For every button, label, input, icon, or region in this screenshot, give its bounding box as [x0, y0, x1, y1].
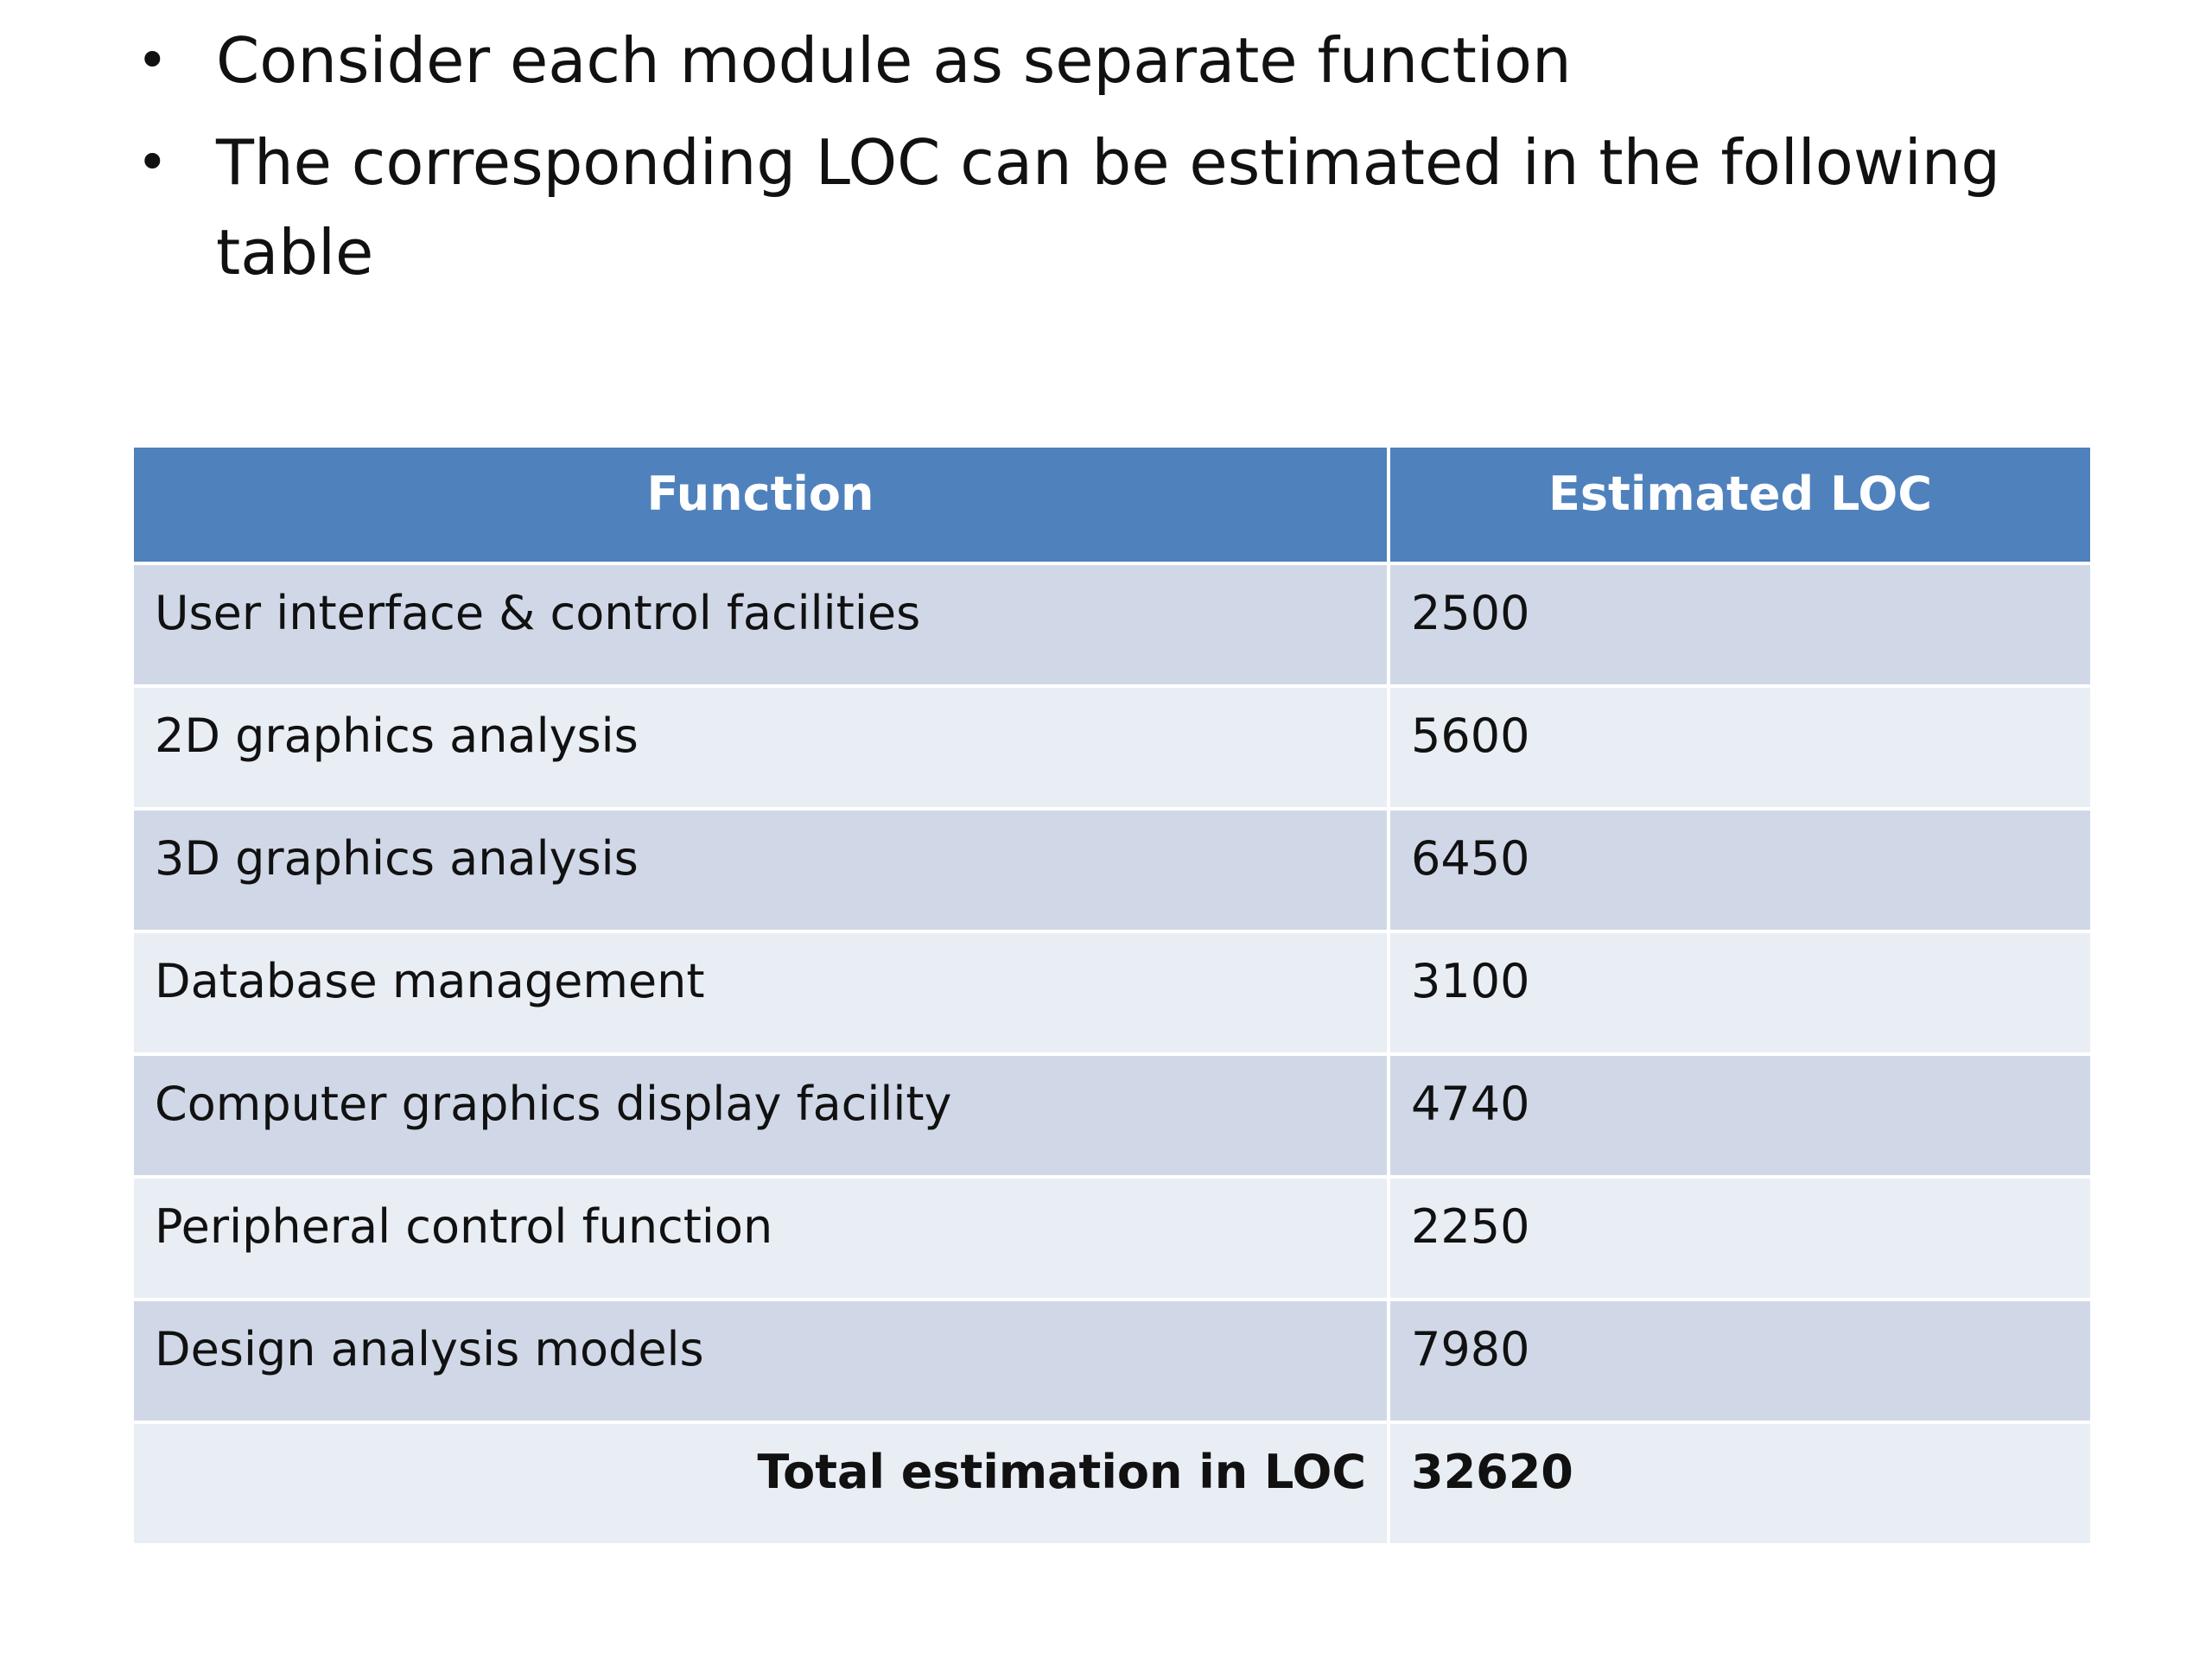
function-cell: Database management — [132, 931, 1389, 1054]
header-function: Function — [132, 446, 1389, 563]
table-row — [132, 1300, 2092, 1422]
loc-cell: 2500 — [1389, 563, 2092, 686]
loc-estimation-table — [130, 444, 2094, 1547]
table-header-row — [132, 446, 2092, 563]
table-row — [132, 931, 2092, 1054]
function-cell: Design analysis models — [132, 1300, 1389, 1422]
loc-cell: 6450 — [1389, 809, 2092, 931]
table-row — [132, 1054, 2092, 1177]
bullet-icon: • — [137, 130, 168, 194]
loc-cell: 3100 — [1389, 931, 2092, 1054]
function-cell: User interface & control facilities — [132, 563, 1389, 686]
total-row — [132, 1422, 2092, 1545]
loc-cell: 7980 — [1389, 1300, 2092, 1422]
bullet-text: Consider each module as separate function — [216, 24, 1572, 97]
bullet-item — [130, 118, 2117, 297]
table-row — [132, 686, 2092, 809]
function-cell: 2D graphics analysis — [132, 686, 1389, 809]
loc-cell: 2250 — [1389, 1177, 2092, 1300]
bullet-icon: • — [137, 29, 168, 92]
bullet-text: The corresponding LOC can be estimated in the following table — [216, 126, 2001, 289]
loc-cell: 5600 — [1389, 686, 2092, 809]
total-label: Total estimation in LOC — [132, 1422, 1389, 1545]
bullet-list — [130, 16, 2117, 309]
table-row — [132, 809, 2092, 931]
table-row — [132, 1177, 2092, 1300]
loc-cell: 4740 — [1389, 1054, 2092, 1177]
function-cell: 3D graphics analysis — [132, 809, 1389, 931]
table-row — [132, 563, 2092, 686]
total-value: 32620 — [1389, 1422, 2092, 1545]
function-cell: Computer graphics display facility — [132, 1054, 1389, 1177]
header-estimated-loc: Estimated LOC — [1389, 446, 2092, 563]
bullet-item — [130, 16, 2117, 105]
function-cell: Peripheral control function — [132, 1177, 1389, 1300]
